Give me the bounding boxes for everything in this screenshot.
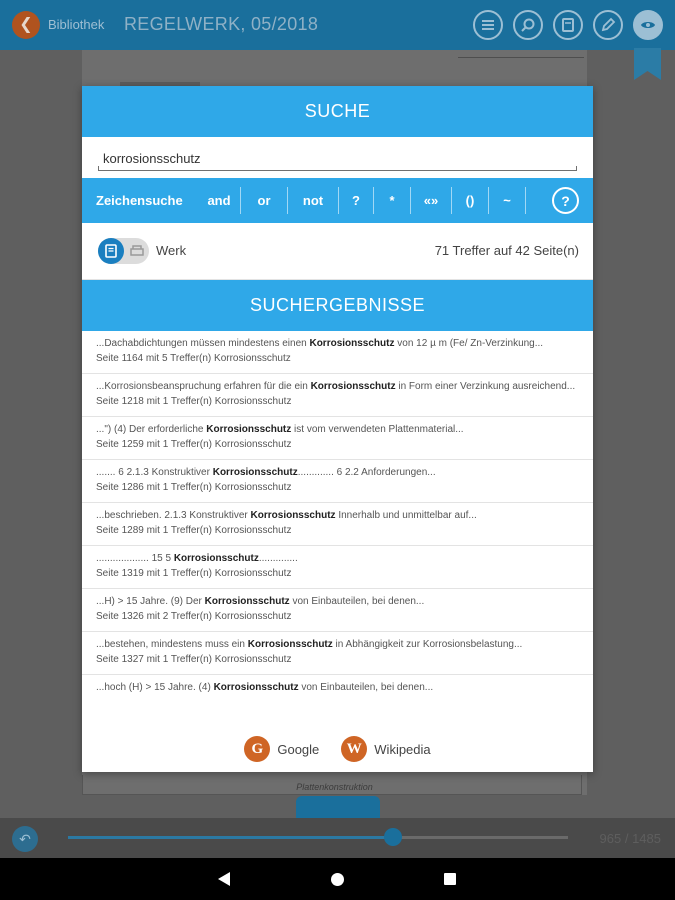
snippet-text: .............. bbox=[258, 553, 298, 564]
link-label: Google bbox=[277, 741, 320, 757]
bookmark-icon[interactable] bbox=[634, 48, 661, 80]
snippet-hit: Korrosionsschutz bbox=[247, 639, 333, 650]
result-item[interactable] bbox=[82, 417, 593, 460]
result-item[interactable] bbox=[82, 546, 593, 589]
system-home-icon[interactable] bbox=[331, 873, 344, 886]
result-snippet bbox=[96, 422, 579, 437]
figure-caption: Plattenkonstruktion bbox=[296, 782, 373, 792]
snippet-text: ...hoch (H) > 15 Jahre. (4) bbox=[96, 682, 214, 693]
wikipedia-icon: W bbox=[341, 736, 367, 762]
external-search-links bbox=[82, 736, 593, 762]
back-button[interactable] bbox=[12, 11, 40, 39]
scope-toggle[interactable] bbox=[98, 238, 149, 264]
result-snippet bbox=[96, 465, 579, 480]
result-meta: Seite 1286 mit 1 Treffer(n) Korrosionsschutz bbox=[96, 482, 292, 493]
google-icon: G bbox=[244, 736, 270, 762]
pencil-icon[interactable] bbox=[593, 10, 623, 40]
input-corner-left bbox=[98, 166, 99, 171]
result-meta: Seite 1164 mit 5 Treffer(n) Korrosionsschutz bbox=[96, 353, 291, 364]
result-snippet bbox=[96, 336, 579, 351]
result-snippet bbox=[96, 551, 579, 566]
book-icon[interactable] bbox=[553, 10, 583, 40]
op-tilde-button[interactable]: ~ bbox=[503, 193, 511, 208]
snippet-text: ist vom verwendeten Plattenmaterial... bbox=[291, 424, 464, 435]
op-or-button[interactable]: or bbox=[257, 193, 271, 208]
snippet-text: ............. 6 2.2 Anforderungen... bbox=[297, 467, 436, 478]
slider-fill bbox=[68, 836, 393, 839]
snippet-text: von 12 µ m (Fe/ Zn-Verzinkung... bbox=[394, 338, 544, 349]
result-meta: Seite 1218 mit 1 Treffer(n) Korrosionsschutz bbox=[96, 396, 292, 407]
system-recents-icon[interactable] bbox=[444, 873, 456, 885]
chevron-left-icon: ❮ bbox=[19, 16, 33, 33]
snippet-hit: Korrosionsschutz bbox=[206, 424, 292, 435]
book-scope-icon bbox=[98, 238, 124, 264]
toolbar bbox=[473, 10, 663, 40]
system-back-icon[interactable] bbox=[218, 872, 230, 886]
page-rule bbox=[458, 50, 584, 58]
op-question-button[interactable]: ? bbox=[352, 193, 360, 208]
result-item[interactable] bbox=[82, 589, 593, 632]
snippet-text: ....... 6 2.1.3 Konstruktiver bbox=[96, 467, 213, 478]
result-meta: Seite 1319 mit 1 Treffer(n) Korrosionsschutz bbox=[96, 568, 292, 579]
snippet-hit: Korrosionsschutz bbox=[310, 381, 396, 392]
result-snippet bbox=[96, 637, 579, 652]
google-link[interactable] bbox=[244, 736, 319, 762]
snippet-text: ...Korrosionsbeanspruchung erfahren für die ein bbox=[96, 381, 311, 392]
result-snippet bbox=[96, 680, 579, 695]
input-corner-right bbox=[576, 166, 577, 171]
link-label: Wikipedia bbox=[374, 741, 431, 757]
undo-icon[interactable]: ↶ bbox=[12, 826, 38, 852]
result-item[interactable] bbox=[82, 675, 593, 702]
snippet-text: Innerhalb und unmittelbar auf... bbox=[335, 510, 477, 521]
snippet-hit: Korrosionsschutz bbox=[173, 553, 259, 564]
operator-bar bbox=[82, 178, 593, 223]
snippet-text: in Form einer Verzinkung ausreichend... bbox=[395, 381, 576, 392]
snippet-hit: Korrosionsschutz bbox=[309, 338, 395, 349]
result-snippet bbox=[96, 508, 579, 523]
library-scope-icon bbox=[129, 243, 145, 259]
app-bar bbox=[0, 0, 675, 50]
system-navigation bbox=[0, 858, 675, 900]
op-and-button[interactable]: and bbox=[207, 193, 231, 208]
search-input[interactable] bbox=[98, 147, 577, 171]
page-indicator: 965 / 1485 bbox=[599, 831, 661, 846]
help-icon[interactable]: ? bbox=[552, 187, 579, 214]
result-meta: Seite 1326 mit 2 Treffer(n) Korrosionsschutz bbox=[96, 611, 292, 622]
op-quotes-button[interactable]: «» bbox=[423, 193, 439, 208]
result-meta: Seite 1259 mit 1 Treffer(n) Korrosionsschutz bbox=[96, 439, 292, 450]
result-meta: Seite 1327 mit 1 Treffer(n) Korrosionsschutz bbox=[96, 654, 292, 665]
snippet-hit: Korrosionsschutz bbox=[250, 510, 336, 521]
result-item[interactable] bbox=[82, 460, 593, 503]
eye-icon[interactable] bbox=[633, 10, 663, 40]
document-title: REGELWERK, 05/2018 bbox=[124, 14, 319, 34]
dialog-title: SUCHE bbox=[82, 86, 593, 137]
snippet-text: ...Dachabdichtungen müssen mindestens einen bbox=[96, 338, 310, 349]
bottom-bar bbox=[0, 818, 675, 858]
slider-thumb[interactable] bbox=[384, 828, 402, 846]
list-icon[interactable] bbox=[473, 10, 503, 40]
snippet-hit: Korrosionsschutz bbox=[212, 467, 298, 478]
search-scope-row bbox=[82, 223, 593, 280]
result-item[interactable] bbox=[82, 503, 593, 546]
result-item[interactable] bbox=[82, 632, 593, 675]
search-icon[interactable] bbox=[513, 10, 543, 40]
snippet-text: ...") (4) Der erforderliche bbox=[96, 424, 207, 435]
snippet-text: ...beschrieben. 2.1.3 Konstruktiver bbox=[96, 510, 251, 521]
snippet-hit: Korrosionsschutz bbox=[213, 682, 299, 693]
op-brackets-button[interactable]: () bbox=[465, 193, 475, 208]
results-list[interactable] bbox=[82, 331, 593, 721]
snippet-text: von Einbauteilen, bei denen... bbox=[298, 682, 434, 693]
scope-label: Werk bbox=[156, 243, 187, 258]
op-not-button[interactable]: not bbox=[302, 193, 324, 208]
snippet-text: von Einbauteilen, bei denen... bbox=[289, 596, 425, 607]
hit-count: 71 Treffer auf 42 Seite(n) bbox=[434, 243, 579, 258]
page-tab-button[interactable] bbox=[296, 796, 380, 818]
snippet-hit: Korrosionsschutz bbox=[204, 596, 290, 607]
result-snippet bbox=[96, 379, 579, 394]
wikipedia-link[interactable] bbox=[341, 736, 430, 762]
result-item[interactable] bbox=[82, 331, 593, 374]
separator bbox=[525, 187, 526, 214]
snippet-text: ...H) > 15 Jahre. (9) Der bbox=[96, 596, 205, 607]
page-slider[interactable] bbox=[68, 836, 568, 839]
search-dialog bbox=[82, 86, 593, 772]
snippet-text: ...bestehen, mindestens muss ein bbox=[96, 639, 248, 650]
op-wildcard-button[interactable]: * bbox=[389, 193, 395, 208]
search-field-wrap bbox=[82, 137, 593, 178]
snippet-text: ................... 15 5 bbox=[96, 553, 174, 564]
result-snippet bbox=[96, 594, 579, 609]
result-item[interactable] bbox=[82, 374, 593, 417]
character-search-label: Zeichensuche bbox=[96, 193, 183, 208]
result-meta: Seite 1289 mit 1 Treffer(n) Korrosionsschutz bbox=[96, 525, 292, 536]
snippet-text: in Abhängigkeit zur Korrosionsbelastung... bbox=[332, 639, 523, 650]
results-title: SUCHERGEBNISSE bbox=[82, 280, 593, 331]
back-label[interactable]: Bibliothek bbox=[48, 17, 105, 32]
